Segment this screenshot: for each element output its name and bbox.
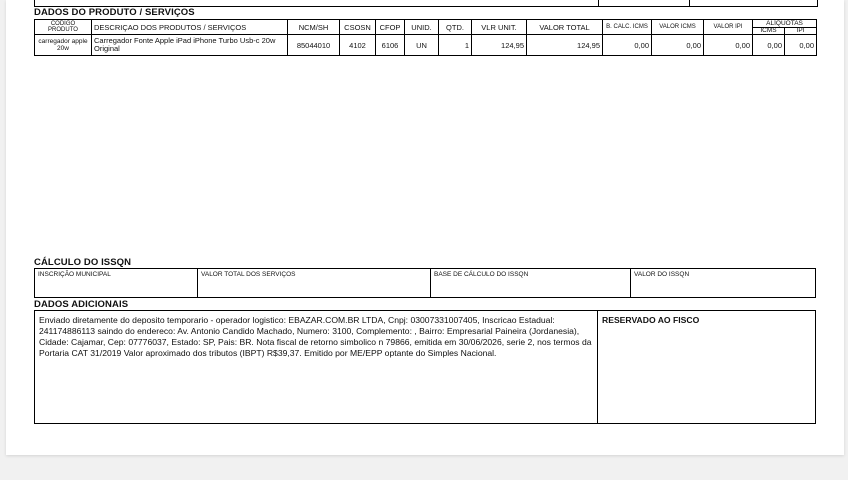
table-row bbox=[35, 35, 817, 56]
col-descricao: DESCRIÇAO DOS PRODUTOS / SERVIÇOS bbox=[92, 20, 288, 35]
issqn-box bbox=[34, 268, 816, 298]
issqn-valor-label: VALOR DO ISSQN bbox=[634, 271, 690, 278]
products-section-title: DADOS DO PRODUTO / SERVIÇOS bbox=[34, 7, 195, 18]
cell-unid: UN bbox=[405, 35, 439, 56]
reservado-fisco-label: RESERVADO AO FISCO bbox=[602, 315, 700, 325]
col-cfop: CFOP bbox=[376, 20, 405, 35]
col-unid: UNID. bbox=[405, 20, 439, 35]
aliq-icms-label: ICMS bbox=[753, 28, 785, 34]
products-table bbox=[34, 19, 817, 56]
cell-valor-icms: 0,00 bbox=[652, 35, 704, 56]
issqn-section-title: CÁLCULO DO ISSQN bbox=[34, 257, 132, 268]
issqn-valor-servicos-label: VALOR TOTAL DOS SERVIÇOS bbox=[198, 269, 431, 297]
col-valor-ipi: VALOR IPI bbox=[704, 20, 753, 35]
aliq-ipi-label: IPI bbox=[796, 27, 805, 34]
aliquotas-label: ALÍQUOTAS bbox=[766, 20, 803, 27]
issqn-base-calculo-label: BASE DE CÁLCULO DO ISSQN bbox=[431, 269, 631, 297]
col-vlr-unit: VLR UNIT. bbox=[472, 20, 527, 35]
table-header-row bbox=[35, 20, 817, 35]
adicionais-box bbox=[34, 310, 816, 424]
cell-descricao: Carregador Fonte Apple iPad iPhone Turbo Usb-c 20w Original bbox=[92, 35, 288, 56]
adicionais-section-title: DADOS ADICIONAIS bbox=[34, 299, 129, 310]
previous-section-border bbox=[34, 0, 818, 7]
col-valor-total: VALOR TOTAL bbox=[527, 20, 603, 35]
cell-valor-total: 124,95 bbox=[527, 35, 603, 56]
col-qtd: QTD. bbox=[439, 20, 472, 35]
cell-aliq-ipi: 0,00 bbox=[785, 35, 817, 56]
cell-valor-ipi: 0,00 bbox=[704, 35, 753, 56]
col-bcalc-icms: B. CALC. ICMS bbox=[603, 20, 652, 35]
cell-ncm: 85044010 bbox=[288, 35, 340, 56]
col-aliquotas bbox=[753, 20, 817, 35]
col-ncm: NCM/SH bbox=[288, 20, 340, 35]
col-valor-icms: VALOR ICMS bbox=[652, 20, 704, 35]
adicionais-text: Enviado diretamente do deposito temporario - operador logistico: EBAZAR.COM.BR LTDA, Cnpj: 03007331007405, Inscricao Estadual: 241174886113 saindo do endereco: Av. Antonio Candido Machado, Numero: 3100, Complemento: , Bairro: Empresarial Paineira (Jordanesia), Cidade: Cajamar, Cep: 07776037, Estado: SP, Pais: BR. Nota fiscal de retorno simbolico n 79866, emitida em 30/06/2026, serie 2, nos termos da Portaria CAT 31/2019 Valor aproximado dos tributos (IBPT) R$39,37. Emitido por ME/EPP optante do Simples Nacional. bbox=[35, 311, 598, 423]
cell-cfop: 6106 bbox=[376, 35, 405, 56]
cell-vlr-unit: 124,95 bbox=[472, 35, 527, 56]
cell-qtd: 1 bbox=[439, 35, 472, 56]
document-page bbox=[6, 0, 844, 455]
cell-csosn: 4102 bbox=[340, 35, 376, 56]
col-csosn: CSOSN bbox=[340, 20, 376, 35]
issqn-inscricao-label: INSCRIÇÃO MUNICIPAL bbox=[35, 269, 198, 297]
col-codigo: CÓDIGO PRODUTO bbox=[35, 20, 92, 35]
cell-aliq-icms: 0,00 bbox=[753, 35, 785, 56]
cell-codigo: carregador apple 20w bbox=[35, 35, 92, 56]
cell-bcalc-icms: 0,00 bbox=[603, 35, 652, 56]
